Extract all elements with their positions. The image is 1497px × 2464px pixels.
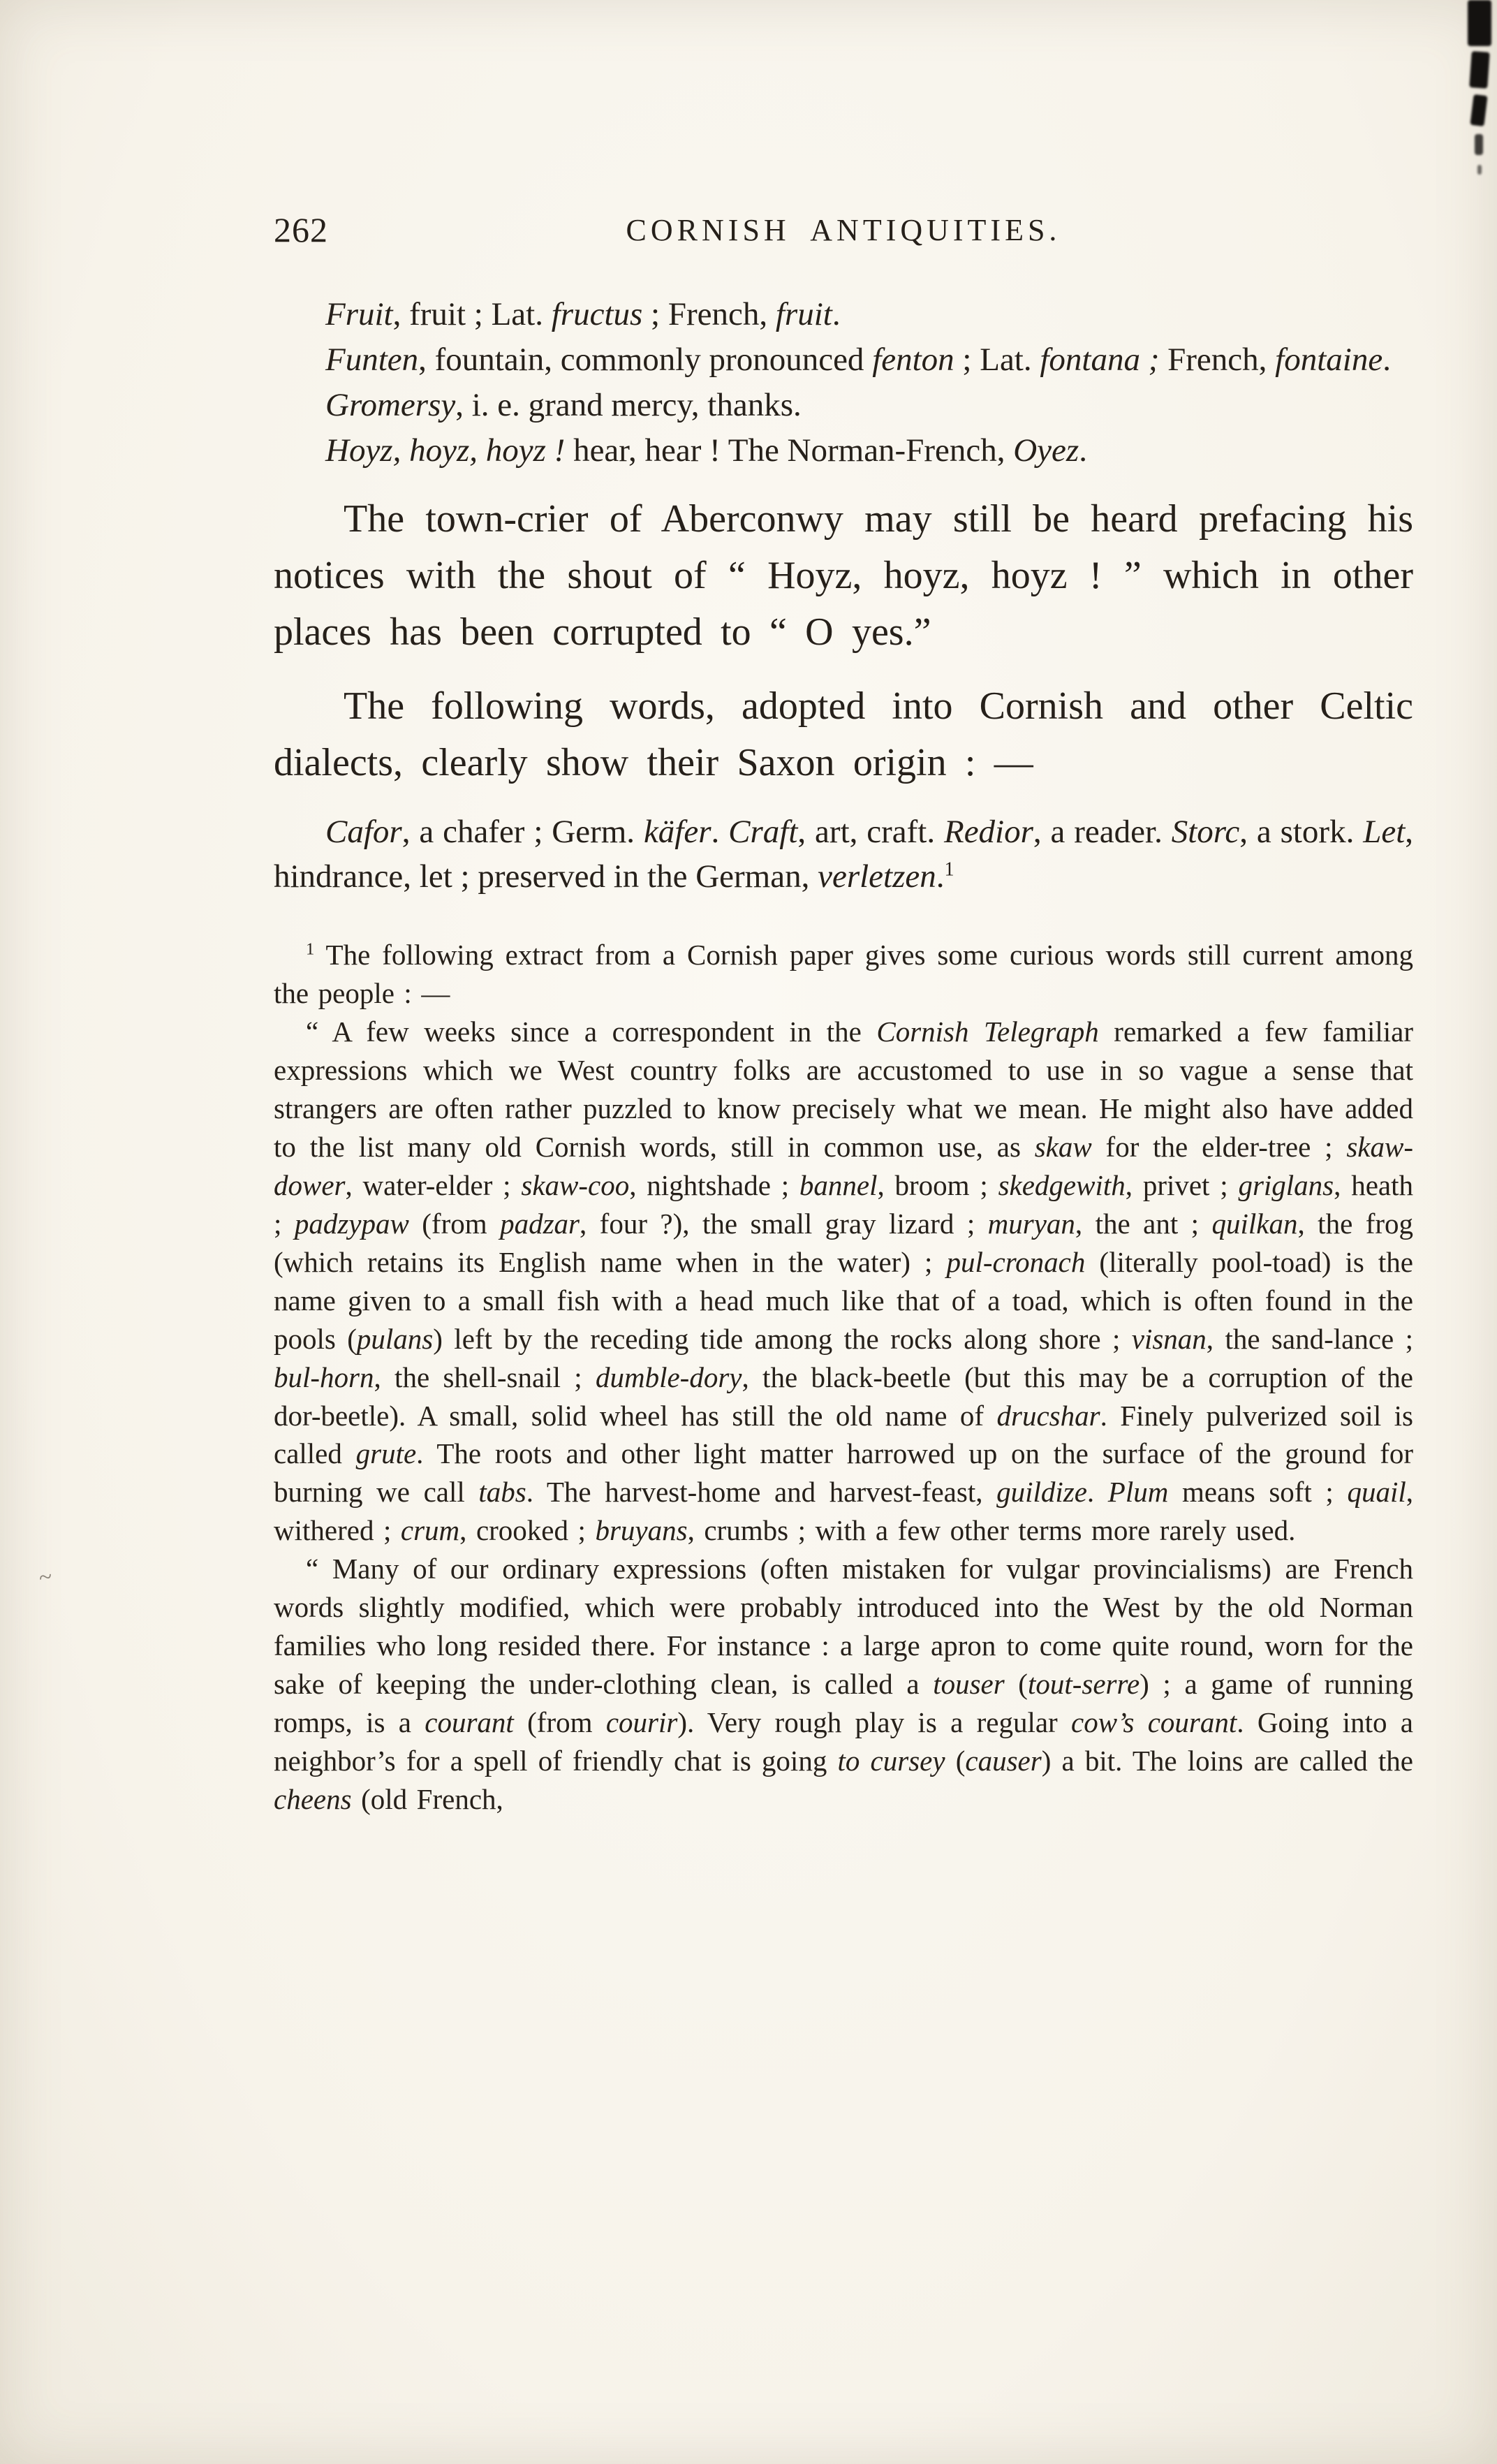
main-text xyxy=(274,292,1413,900)
footnote-paragraph-cornish: “ A few weeks since a correspondent in the Cornish Telegraph remarked a few familiar expressions which we West country folks are accustomed to use in so vague a sense that strangers are often rather puzzled to know precisely what we mean. He might also have added to the list many old Cornish words, still in common use, as skaw for the elder-tree ; skaw-dower, water-elder ; skaw-coo, nightshade ; bannel, broom ; skedgewith, privet ; griglans, heath ; padzypaw (from padzar, four ?), the small gray lizard ; muryan, the ant ; quilkan, the frog (which retains its English name when in the water) ; pul-cronach (literally pool-toad) is the name given to a small fish with a head much like that of a toad, which is often found in the pools (pulans) left by the receding tide among the rocks along shore ; visnan, the sand-lance ; bul-horn, the shell-snail ; dumble-dory, the black-beetle (but this may be a corruption of the dor-beetle). A small, solid wheel has still the old name of drucshar. Finely pulverized soil is called grute. The roots and other light matter harrowed up on the surface of the ground for burning we call tabs. The harvest-home and harvest-feast, guildize. Plum means soft ; quail, withered ; crum, crooked ; bruyans, crumbs ; with a few other terms more rarely used. xyxy=(274,1015,1414,1547)
footnote xyxy=(274,936,1413,1819)
body-paragraph-saxon: The following words, adopted into Cornish and other Celtic dialects, clearly show their Saxon origin : — xyxy=(274,684,1413,784)
footnote-paragraph-expressions: “ Many of our ordinary expressions (often mistaken for vulgar provincialisms) are French words slightly modified, which were probably introduced into the West by the old Norman families who long resided there. For instance : a large apron to come quite round, worn for the sake of keeping the under-clothing clean, is called a touser (tout-serre) ; a game of running romps, is a courant (from courir). Very rough play is a regular cow’s courant. Going into a neighbor’s for a spell of friendly chat is going to cursey (causer) a bit. The loins are called the cheens (old French, xyxy=(274,1553,1413,1815)
glossary-entry-gromersy: Gromersy, i. e. grand mercy, thanks. xyxy=(325,386,802,423)
glossary-entry-fruit: Fruit, fruit ; Lat. fructus ; French, fruit. xyxy=(325,296,841,332)
scan-mark-icon: ~ xyxy=(37,1563,54,1592)
text-block xyxy=(274,210,1413,1819)
body-paragraph-towncrier: The town-crier of Aberconwy may still be heard prefacing his notices with the shout of “ Hoyz, hoyz, hoyz ! ” which in other places has been corrupted to “ O yes.” xyxy=(274,497,1413,654)
footnote-paragraph-intro: $^1$ The following extract from a Cornish paper gives some curious words still current among the people : — xyxy=(274,939,1413,1010)
page-number: 262 xyxy=(274,210,328,249)
scan-smudge-icon xyxy=(1451,0,1493,210)
running-title: CORNISH ANTIQUITIES. xyxy=(626,213,1061,247)
glossary-entry-hoyz: Hoyz, hoyz, hoyz ! hear, hear ! The Norman-French, Oyez. xyxy=(325,432,1087,469)
glossary-entry-funten: Funten, fountain, commonly pronounced fenton ; Lat. fontana ; French, fontaine. xyxy=(325,341,1391,378)
page-header xyxy=(274,210,1413,258)
glossary-entry-cafor: Cafor, a chafer ; Germ. käfer. Craft, art, craft. Redior, a reader. Storc, a stork. Let, hindrance, let ; preserved in the German, verletzen.$^1$ xyxy=(274,813,1414,895)
